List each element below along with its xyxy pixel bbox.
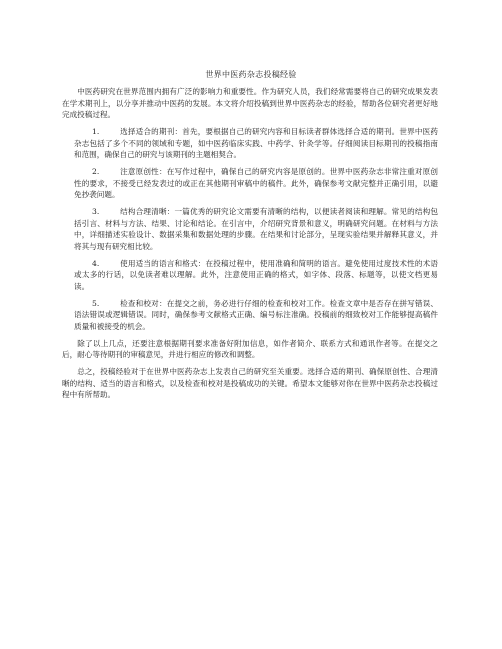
list-item-number: 4. (92, 258, 100, 268)
list-item-text: 选择适合的期刊：首先，要根据自己的研究内容和目标读者群体选择合适的期刊。世界中医药杂志包括了多个不同的领域和专题，如中医药临床实践、中药学、针灸学等。仔细阅读目标期刊的投稿指南和范围，确保自己的研究与该期刊的主题相契合。 (74, 127, 438, 159)
list-item-text: 注意原创性：在写作过程中，确保自己的研究内容是原创的。世界中医药杂志非常注重对原创性的要求，不接受已经发表过的或正在其他期刊审稿中的稿件。此外，确保参考文献完整并正确引用，以避免抄袭问题。 (74, 167, 438, 199)
list-item-3 (74, 206, 438, 252)
list-item-1 (74, 126, 438, 161)
list-item-number: 5. (92, 298, 100, 308)
document-body (62, 86, 438, 406)
conclusion-paragraph: 总之，投稿经验对于在世界中医药杂志上发表自己的研究至关重要。选择合适的期刊、确保原创性、合理清晰的结构、适当的语言和格式，以及检查和校对是投稿成功的关键。希望本文能够对你在世界中医药杂志投稿过程中有所帮助。 (62, 367, 438, 399)
list-item-text: 使用适当的语言和格式：在投稿过程中，使用准确和简明的语言。避免使用过度技术性的术语或太多的行话，以免读者难以理解。此外，注意使用正确的格式，如字体、段落、标题等，以使文档更易读。 (74, 258, 438, 291)
list-item-text: 检查和校对：在提交之前，务必进行仔细的检查和校对工作。检查文章中是否存在拼写错误、语法错误或逻辑错误。同时，确保参考文献格式正确、编号标注准确。投稿前的细致校对工作能够提高稿件质量和被接受的机会。 (74, 298, 438, 331)
list-item-text: 结构合理清晰：一篇优秀的研究论文需要有清晰的结构，以便读者阅读和理解。常见的结构包括引言、材料与方法、结果、讨论和结论。在引言中，介绍研究背景和意义，明确研究问题。在材料与方法中，详细描述实验设计、数据采集和数据处理的步骤。在结果和讨论部分，呈现实验结果并解释其意义，并将其与现有研究相比较。 (74, 207, 438, 251)
list-item-4 (74, 258, 438, 293)
list-item-number: 1. (92, 127, 100, 136)
extra-paragraph: 除了以上几点，还要注意根据期刊要求准备好附加信息，如作者简介、联系方式和通讯作者等。在提交之后，耐心等待期刊的审稿意见，并进行相应的修改和调整。 (62, 338, 438, 359)
intro-paragraph: 中医药研究在世界范围内拥有广泛的影响力和重要性。作为研究人员，我们经常需要将自己的研究成果发表在学术期刊上，以分享并推动中医药的发展。本文将介绍投稿到世界中医药杂志的经验，帮助各位研究者更好地完成投稿过程。 (62, 87, 438, 119)
list-item-number: 3. (92, 207, 100, 216)
list-item-5 (74, 298, 438, 333)
list-item-number: 2. (92, 167, 100, 176)
list-item-2 (74, 166, 438, 201)
document-title: 世界中医药杂志投稿经验 (205, 70, 297, 79)
